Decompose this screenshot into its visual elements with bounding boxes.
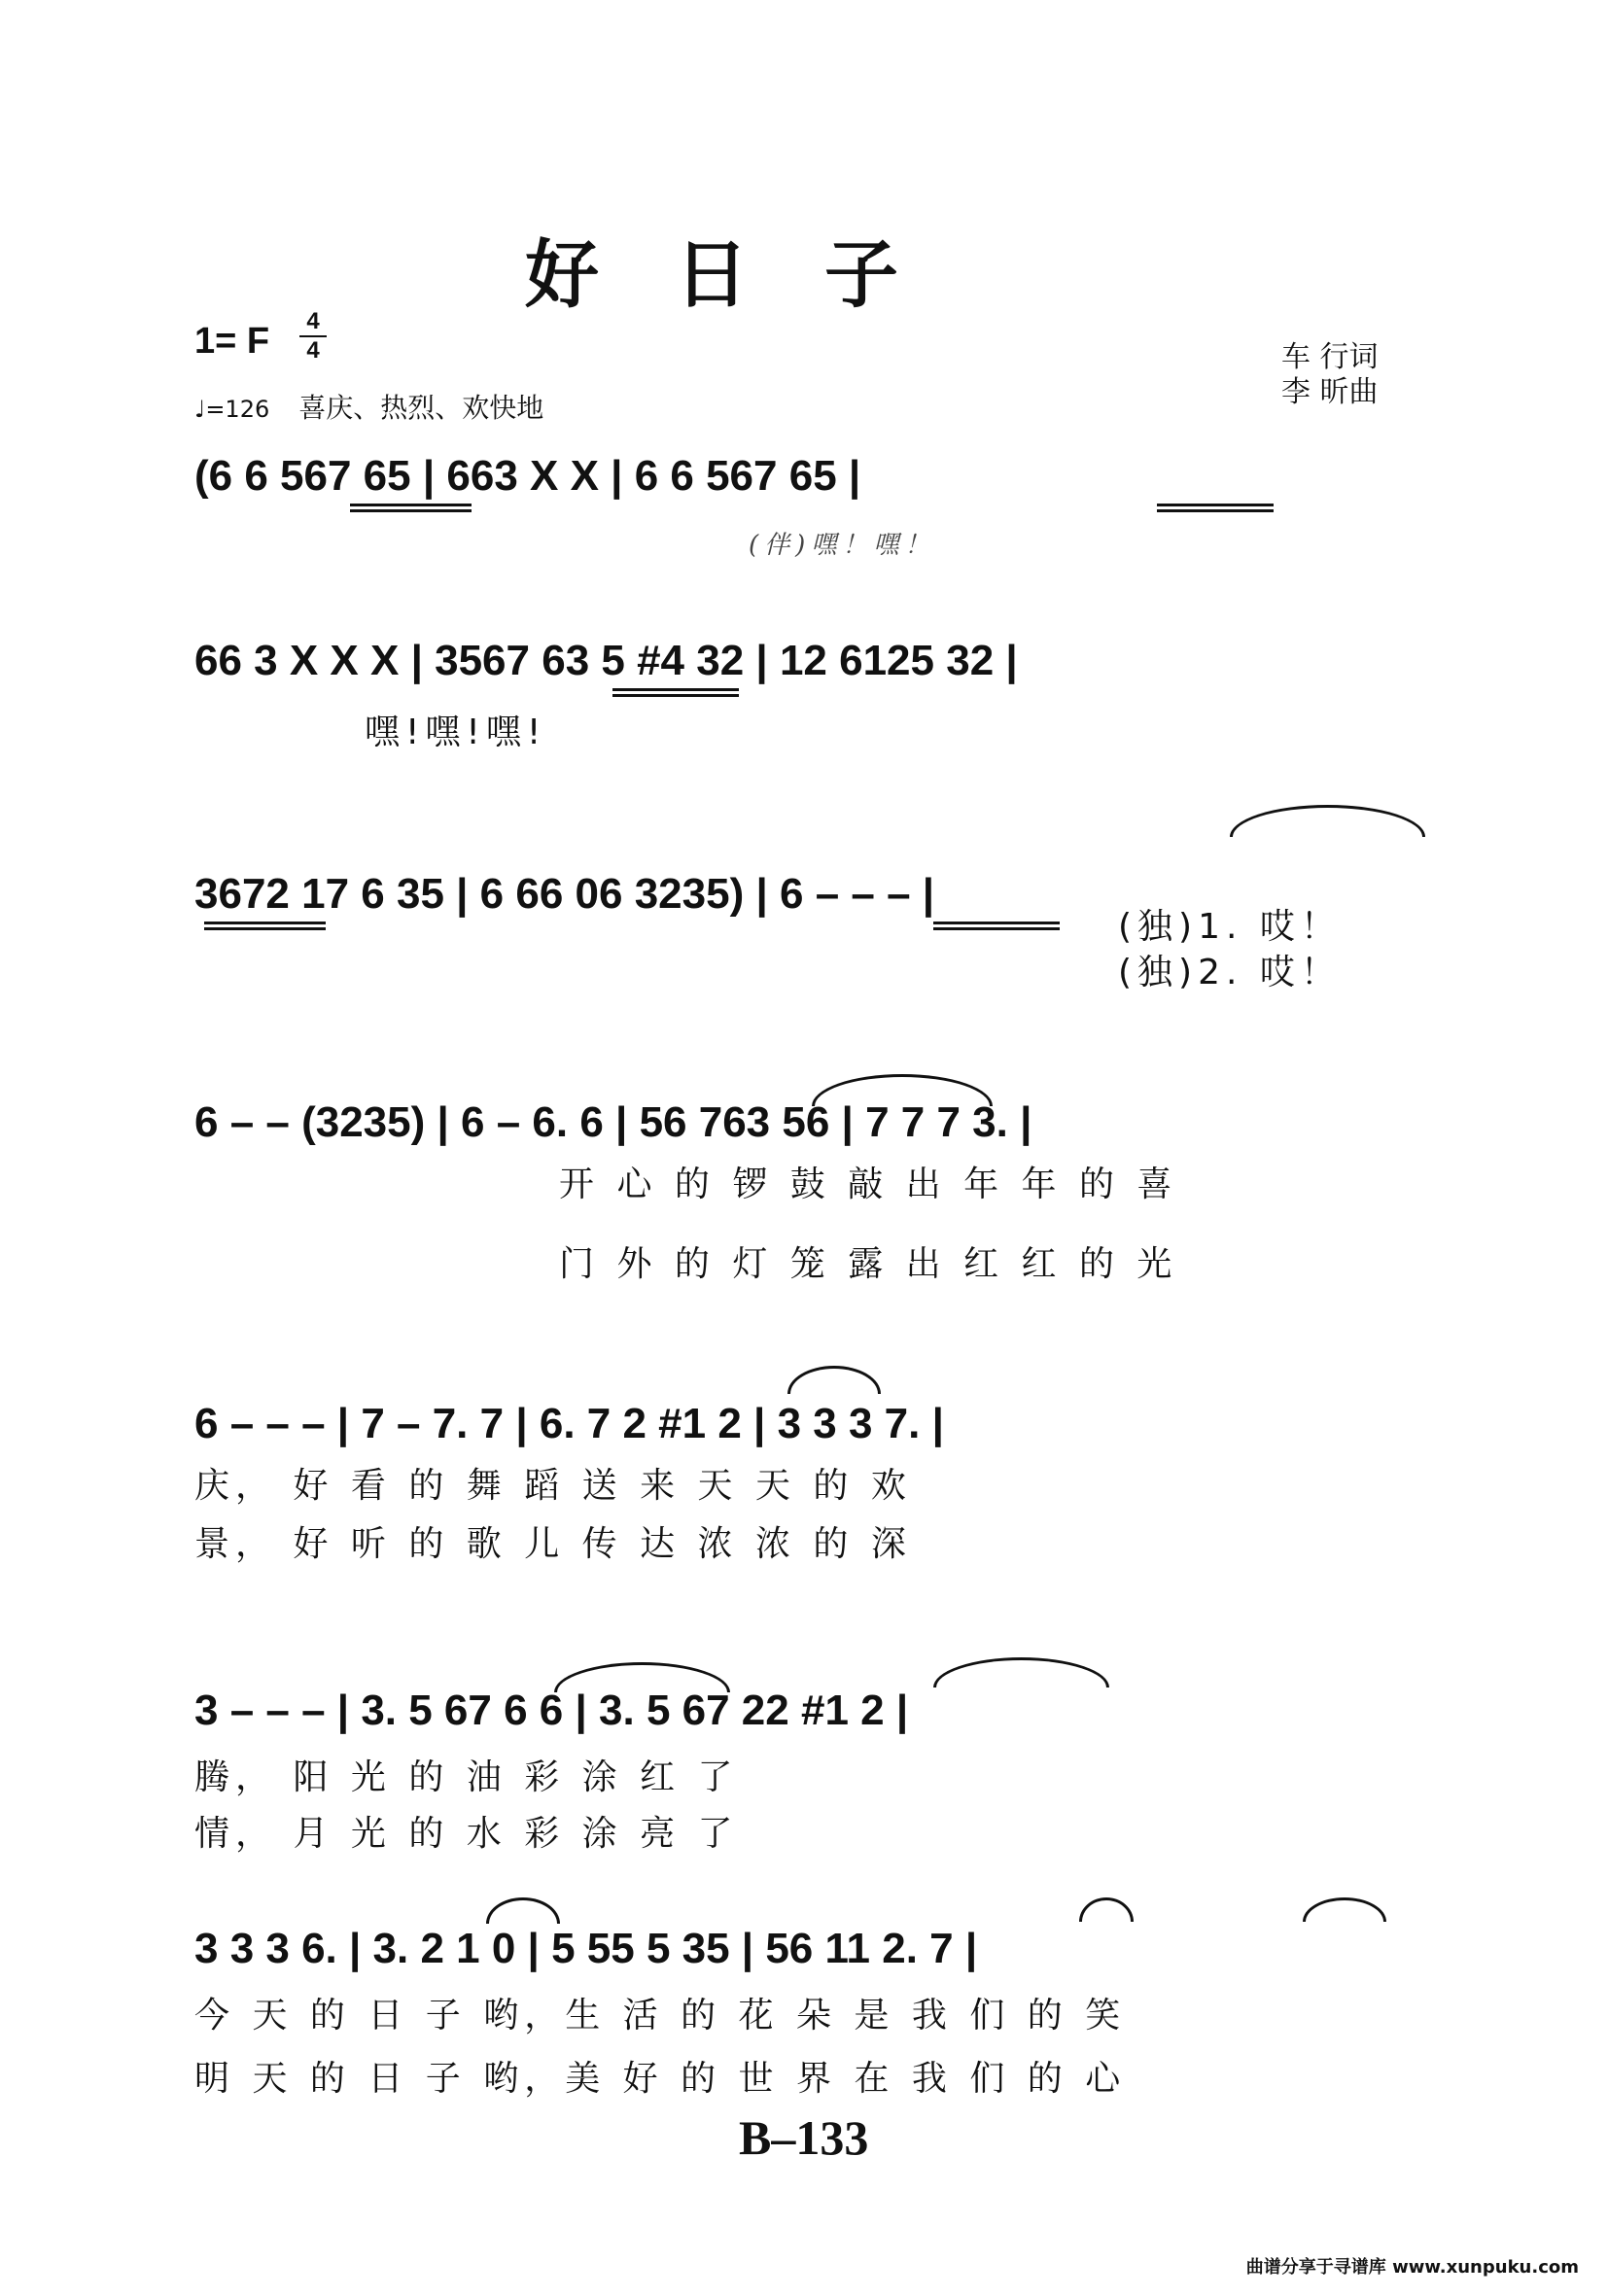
system-6-lyric-2: 情， 月 光 的 水 彩 涂 亮 了 — [194, 1814, 739, 1854]
system-4-lyric-1: 开 心 的 锣 鼓 敲 出 年 年 的 喜 — [559, 1165, 1178, 1204]
watermark: 曲谱分享于寻谱库 www.xunpuku.com — [1245, 2257, 1579, 2278]
score-system-2: 66 3 X X X | 3567 63 5 #4 32 | 12 6125 32 | — [194, 637, 1018, 684]
system-3-lyric-1: (独)1. 哎！ — [1118, 907, 1342, 947]
lyricist-credit: 车 行词 — [1281, 340, 1379, 374]
beam-line — [204, 927, 326, 930]
system-5-lyric-2: 景， 好 听 的 歌 儿 传 达 浓 浓 的 深 — [194, 1524, 912, 1564]
system-1-lyric-1: (伴)嘿！嘿！ — [749, 531, 936, 560]
beam-line — [612, 694, 739, 697]
beam-line — [204, 922, 326, 924]
slur-arc — [554, 1662, 730, 1692]
system-4-lyric-2: 门 外 的 灯 笼 露 出 红 红 的 光 — [559, 1244, 1178, 1284]
system-2-lyric-1: 嘿!嘿!嘿! — [365, 713, 547, 752]
beam-line — [1157, 509, 1274, 512]
slur-arc — [787, 1366, 881, 1394]
time-signature — [299, 309, 327, 364]
score-system-3: 3672 17 6 35 | 6 66 06 3235) | 6 – – – | — [194, 870, 935, 918]
tempo-value: ♩=126 — [194, 396, 270, 423]
tie-arc — [1230, 805, 1425, 837]
page-number: B–133 — [739, 2110, 869, 2165]
beam-line — [1157, 504, 1274, 506]
time-signature-top: 4 — [306, 308, 320, 334]
tempo-marking — [194, 387, 543, 426]
beam-line — [350, 509, 472, 512]
system-6-lyric-1: 腾， 阳 光 的 油 彩 涂 红 了 — [194, 1757, 739, 1797]
beam-line — [933, 927, 1060, 930]
score-system-5: 6 – – – | 7 – 7. 7 | 6. 7 2 #1 2 | 3 3 3 7. | — [194, 1400, 944, 1447]
score-system-4: 6 – – (3235) | 6 – 6. 6 | 56 763 56 | 7 7 7 3. | — [194, 1098, 1032, 1146]
slur-arc — [486, 1897, 560, 1924]
beam-line — [612, 688, 739, 691]
beam-line — [350, 504, 472, 506]
score-system-7: 3 3 3 6. | 3. 2 1 0 | 5 55 5 35 | 56 11 2. 7 | — [194, 1925, 978, 1972]
score-system-6: 3 – – – | 3. 5 67 6 6 | 3. 5 67 22 #1 2 | — [194, 1687, 909, 1734]
system-7-lyric-2: 明 天 的 日 子 哟，美 好 的 世 界 在 我 们 的 心 — [194, 2059, 1127, 2099]
time-signature-bottom: 4 — [306, 337, 320, 364]
style-marking: 喜庆、热烈、欢快地 — [298, 392, 544, 424]
system-3-lyric-2: (独)2. 哎！ — [1118, 953, 1342, 992]
system-7-lyric-1: 今 天 的 日 子 哟，生 活 的 花 朵 是 我 们 的 笑 — [194, 1996, 1127, 2035]
system-5-lyric-1: 庆， 好 看 的 舞 蹈 送 来 天 天 的 欢 — [194, 1466, 912, 1506]
score-system-1: (6 6 567 65 | 663 X X | 6 6 567 65 | — [194, 452, 861, 500]
beam-line — [933, 922, 1060, 924]
song-title: 好日子 — [525, 231, 974, 318]
slur-arc — [1303, 1897, 1386, 1922]
slur-arc — [933, 1657, 1109, 1687]
slur-arc — [1079, 1897, 1134, 1922]
key-signature: 1= F — [194, 321, 270, 362]
composer-credit: 李 昕曲 — [1281, 375, 1379, 409]
slur-arc — [812, 1074, 993, 1106]
